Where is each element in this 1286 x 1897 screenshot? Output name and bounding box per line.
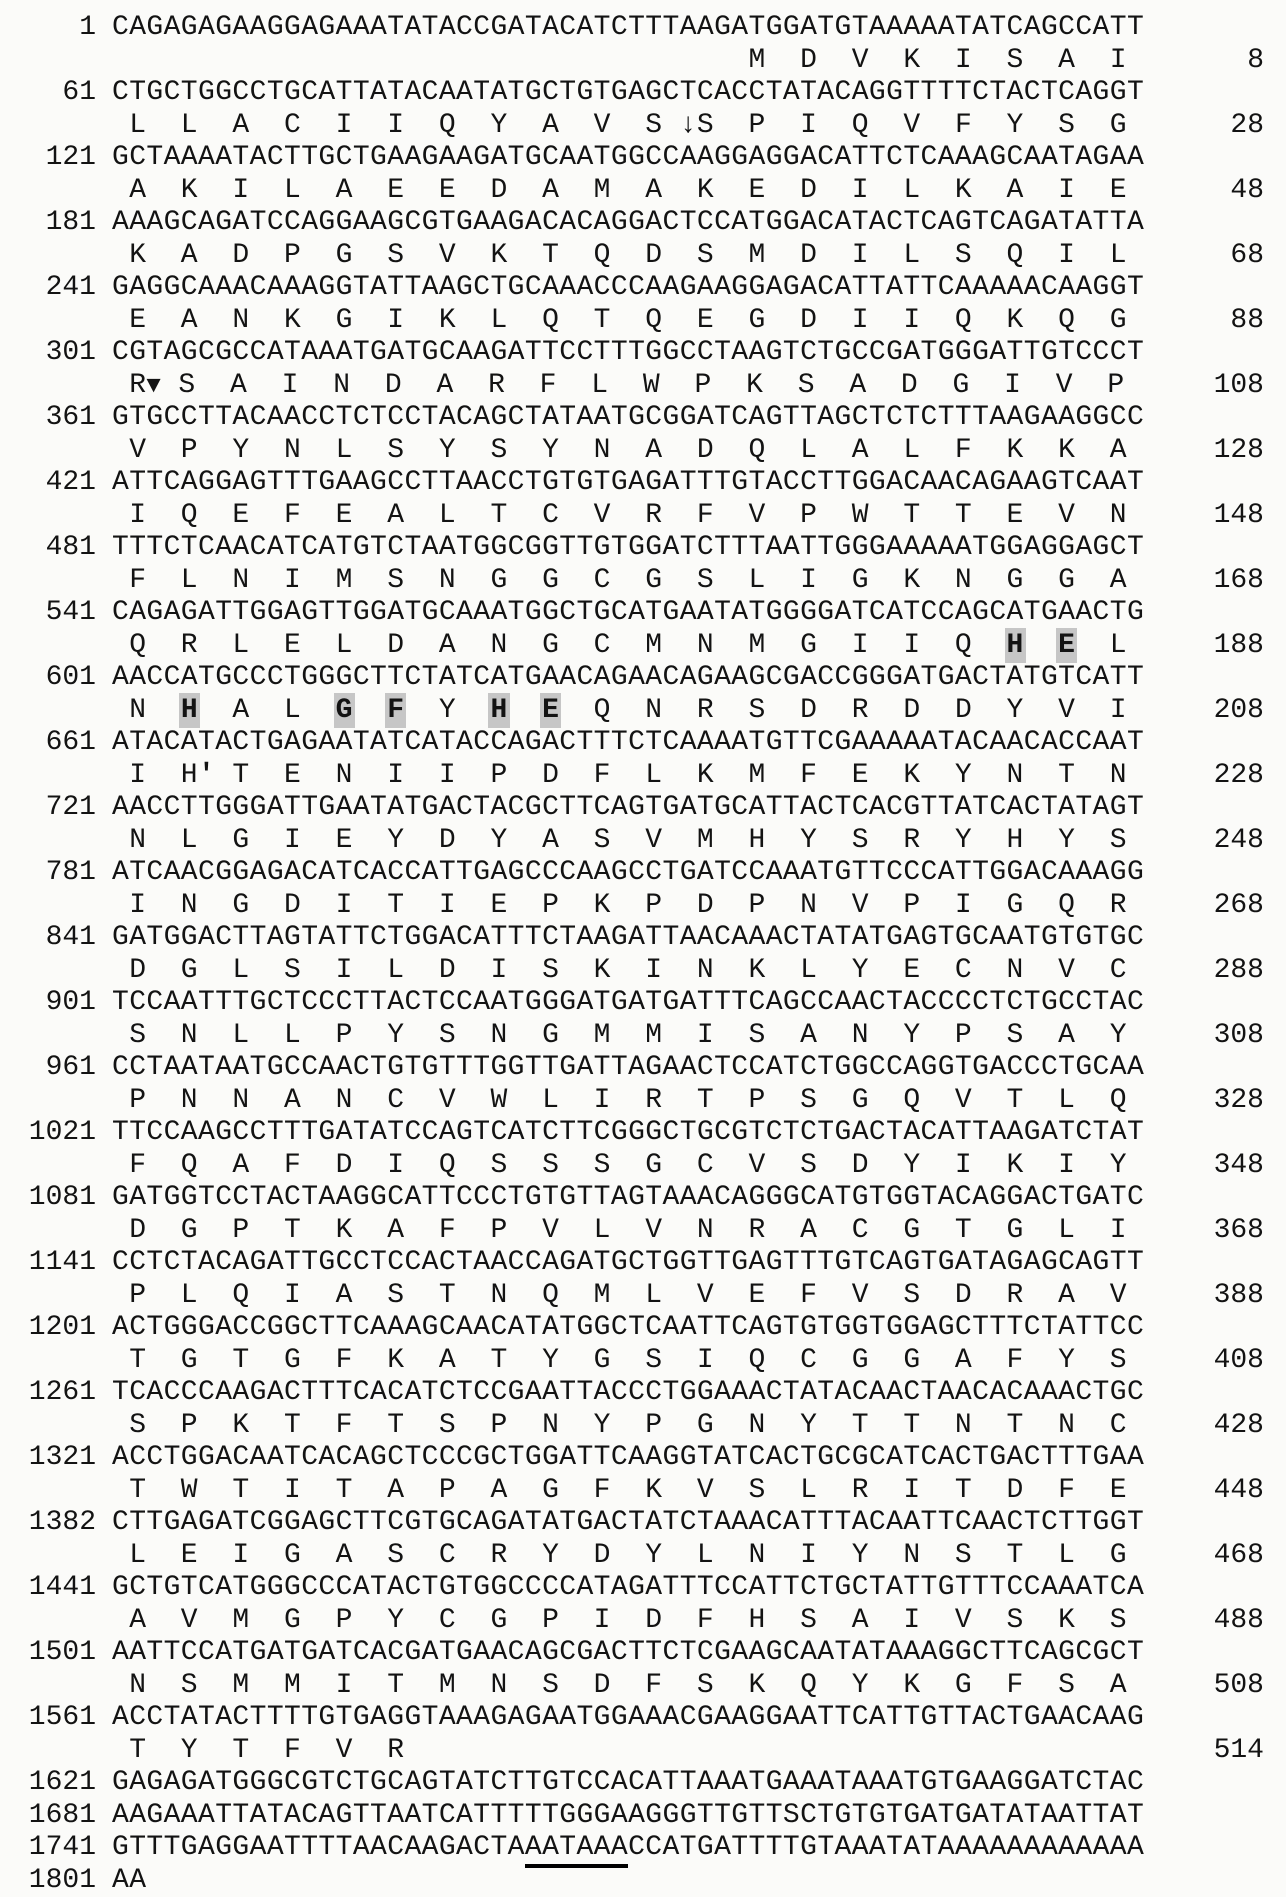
dna-row	[0, 77, 1286, 110]
highlighted-residue: H	[490, 695, 507, 726]
dna-sequence: GTTTGAGGAATTTTAACAAGACTAAATAAACCATGATTTTGTAAATATAAAAAAAAAAAA	[112, 1832, 1144, 1865]
aa-row	[0, 110, 1286, 143]
aa-sequence: T Y T F V R	[112, 1735, 1144, 1768]
dna-sequence: GTGCCTTACAACCTCTCCTACAGCTATAATGCGGATCAGTTAGCTCTCTTTAAGAAGGCC	[112, 402, 1144, 435]
aa-row	[0, 500, 1286, 533]
dna-sequence: GAGAGATGGGCGTCTGCAGTATCTTGTCCACATTAAATGAAATAAATGTGAAGGATCTAC	[112, 1767, 1144, 1800]
dna-row	[0, 1442, 1286, 1475]
nucleotide-position-number: 241	[0, 272, 112, 305]
aa-sequence: L L A C I I Q Y A V S ↓S P I Q V F Y S G	[112, 110, 1144, 143]
nucleotide-position-number: 1201	[0, 1312, 112, 1345]
dna-row	[0, 337, 1286, 370]
dna-row	[0, 1247, 1286, 1280]
dna-row	[0, 1865, 1286, 1897]
dna-row	[0, 207, 1286, 240]
amino-acid-position-number: 208	[1214, 695, 1286, 728]
amino-acid-position-number: 128	[1214, 435, 1286, 468]
aa-sequence: M D V K I S A I	[112, 45, 1144, 78]
aa-row	[0, 1735, 1286, 1768]
amino-acid-position-number: 408	[1214, 1345, 1286, 1378]
aa-row	[0, 695, 1286, 728]
nucleotide-position-number: 361	[0, 402, 112, 435]
dna-row	[0, 142, 1286, 175]
amino-acid-position-number: 388	[1214, 1280, 1286, 1313]
dna-sequence: GATGGACTTAGTATTCTGGACATTTCTAAGATTAACAAACTATATGAGTGCAATGTGTGC	[112, 922, 1144, 955]
aa-sequence: F L N I M S N G G C G S L I G K N G G A	[112, 565, 1144, 598]
amino-acid-position-number: 88	[1230, 305, 1286, 338]
dna-row	[0, 1767, 1286, 1800]
dna-sequence: TTTCTCAACATCATGTCTAATGGCGGTTGTGGATCTTTAATTGGGAAAAATGGAGGAGCT	[112, 532, 1144, 565]
highlighted-residue: H	[181, 695, 198, 726]
amino-acid-position-number: 48	[1230, 175, 1286, 208]
nucleotide-position-number: 1	[0, 12, 112, 45]
amino-acid-position-number: 468	[1214, 1540, 1286, 1573]
dna-row	[0, 1702, 1286, 1735]
aa-row	[0, 630, 1286, 663]
aa-row	[0, 825, 1286, 858]
dna-row	[0, 1637, 1286, 1670]
dna-row	[0, 272, 1286, 305]
aa-sequence: E A N K G I K L Q T Q E G D I I Q K Q G	[112, 305, 1144, 338]
nucleotide-position-number: 1561	[0, 1702, 112, 1735]
dna-row	[0, 402, 1286, 435]
nucleotide-position-number: 1321	[0, 1442, 112, 1475]
aa-row	[0, 1540, 1286, 1573]
dna-row	[0, 1832, 1286, 1865]
dna-row	[0, 727, 1286, 760]
nucleotide-position-number: 1441	[0, 1572, 112, 1605]
amino-acid-position-number: 8	[1247, 45, 1286, 78]
aa-row	[0, 1410, 1286, 1443]
aa-sequence: T G T G F K A T Y G S I Q C G G A F Y S	[112, 1345, 1144, 1378]
aa-row	[0, 1475, 1286, 1508]
dna-sequence: AAGAAATTATACAGTTAATCATTTTTGGGAAGGGTTGTTSCTGTGTGATGATATAATTAT	[112, 1800, 1144, 1833]
dna-sequence: ATACATACTGAGAATATCATACCAGACTTTCTCAAAATGTTCGAAAAATACAACACCAAT	[112, 727, 1144, 760]
nucleotide-position-number: 1261	[0, 1377, 112, 1410]
nucleotide-position-number: 961	[0, 1052, 112, 1085]
amino-acid-position-number: 308	[1214, 1020, 1286, 1053]
nucleotide-position-number: 301	[0, 337, 112, 370]
aa-row	[0, 955, 1286, 988]
highlighted-residue: H	[1007, 630, 1024, 661]
aa-row	[0, 1020, 1286, 1053]
dna-row	[0, 792, 1286, 825]
dna-row	[0, 597, 1286, 630]
tick-mark: '	[198, 760, 215, 791]
nucleotide-position-number: 781	[0, 857, 112, 890]
nucleotide-position-number: 1501	[0, 1637, 112, 1670]
amino-acid-position-number: 514	[1214, 1735, 1286, 1768]
aa-row	[0, 240, 1286, 273]
cleavage-arrow-icon: ↓	[680, 110, 697, 141]
processing-site-triangle-icon: ▼	[146, 373, 161, 400]
dna-row	[0, 467, 1286, 500]
highlighted-residue: E	[1058, 630, 1075, 661]
dna-sequence: GAGGCAAACAAAGGTATTAAGCTGCAAACCCAAGAAGGAGACATTATTCAAAAACAAGGT	[112, 272, 1144, 305]
aa-row	[0, 1605, 1286, 1638]
dna-row	[0, 1377, 1286, 1410]
aa-row	[0, 1670, 1286, 1703]
dna-sequence: TCCAATTTGCTCCCTTACTCCAATGGGATGATGATTTCAGCCAACTACCCCTCTGCCTAC	[112, 987, 1144, 1020]
aa-sequence: S P K T F T S P N Y P G N Y T T N T N C	[112, 1410, 1144, 1443]
dna-sequence: CAGAGAGAAGGAGAAATATACCGATACATCTTTAAGATGGATGTAAAAATATCAGCCATT	[112, 12, 1144, 45]
aa-sequence: F Q A F D I Q S S S G C V S D Y I K I Y	[112, 1150, 1144, 1183]
aa-sequence: N L G I E Y D Y A S V M H Y S R Y H Y S	[112, 825, 1144, 858]
dna-row	[0, 662, 1286, 695]
aa-sequence: R▼ S A I N D A R F L W P K S A D G I V P	[112, 370, 1142, 404]
aa-sequence: D G P T K A F P V L V N R A C G T G L I	[112, 1215, 1144, 1248]
amino-acid-position-number: 148	[1214, 500, 1286, 533]
amino-acid-position-number: 68	[1230, 240, 1286, 273]
nucleotide-position-number: 541	[0, 597, 112, 630]
aa-sequence: D G L S I L D I S K I N K L Y E C N V C	[112, 955, 1144, 988]
dna-row	[0, 1117, 1286, 1150]
aa-sequence: I N G D I T I E P K P D P N V P I G Q R	[112, 890, 1144, 923]
amino-acid-position-number: 328	[1214, 1085, 1286, 1118]
nucleotide-position-number: 481	[0, 532, 112, 565]
aa-row	[0, 1280, 1286, 1313]
amino-acid-position-number: 288	[1214, 955, 1286, 988]
aa-sequence: P L Q I A S T N Q M L V E F V S D R A V	[112, 1280, 1144, 1313]
aa-row	[0, 370, 1286, 403]
aa-sequence: S N L L P Y S N G M M I S A N Y P S A Y	[112, 1020, 1144, 1053]
nucleotide-position-number: 1741	[0, 1832, 112, 1865]
aa-sequence: A K I L A E E D A M A K E D I L K A I E	[112, 175, 1144, 208]
aa-sequence: T W T I T A P A G F K V S L R I T D F E	[112, 1475, 1144, 1508]
aa-row	[0, 565, 1286, 598]
dna-row	[0, 12, 1286, 45]
dna-sequence: CTTGAGATCGGAGCTTCGTGCAGATATGACTATCTAAACATTTACAATTCAACTCTTGGT	[112, 1507, 1144, 1540]
amino-acid-position-number: 268	[1214, 890, 1286, 923]
amino-acid-position-number: 108	[1214, 370, 1286, 403]
dna-row	[0, 1182, 1286, 1215]
dna-sequence: TCACCCAAGACTTTCACATCTCCGAATTACCCTGGAAACTATACAACTAACACAAACTGC	[112, 1377, 1144, 1410]
dna-sequence: GCTGTCATGGGCCCATACTGTGGCCCCATAGATTTCCATTCTGCTATTGTTTCCAAATCA	[112, 1572, 1144, 1605]
aa-row	[0, 1150, 1286, 1183]
amino-acid-position-number: 168	[1214, 565, 1286, 598]
dna-sequence: GCTAAAATACTTGCTGAAGAAGATGCAATGGCCAAGGAGGACATTCTCAAAGCAATAGAA	[112, 142, 1144, 175]
dna-sequence: ACCTGGACAATCACAGCTCCCGCTGGATTCAAGGTATCACTGCGCATCACTGACTTTGAA	[112, 1442, 1144, 1475]
nucleotide-position-number: 61	[0, 77, 112, 110]
dna-sequence: AACCATGCCCTGGGCTTCTATCATGAACAGAACAGAAGCGACCGGGATGACTATGTCATT	[112, 662, 1144, 695]
amino-acid-position-number: 488	[1214, 1605, 1286, 1638]
amino-acid-position-number: 368	[1214, 1215, 1286, 1248]
amino-acid-position-number: 228	[1214, 760, 1286, 793]
aa-sequence: K A D P G S V K T Q D S M D I L S Q I L	[112, 240, 1144, 273]
nucleotide-position-number: 1382	[0, 1507, 112, 1540]
nucleotide-position-number: 601	[0, 662, 112, 695]
nucleotide-position-number: 1081	[0, 1182, 112, 1215]
dna-row	[0, 857, 1286, 890]
aa-sequence: L E I G A S C R Y D Y L N I Y N S T L G	[112, 1540, 1144, 1573]
amino-acid-position-number: 248	[1214, 825, 1286, 858]
nucleotide-position-number: 1621	[0, 1767, 112, 1800]
amino-acid-position-number: 188	[1214, 630, 1286, 663]
nucleotide-position-number: 1021	[0, 1117, 112, 1150]
nucleotide-position-number: 1801	[0, 1865, 112, 1897]
aa-row	[0, 435, 1286, 468]
aa-sequence: I Q E F E A L T C V R F V P W T T E V N	[112, 500, 1144, 533]
dna-row	[0, 1572, 1286, 1605]
dna-row	[0, 1800, 1286, 1833]
dna-sequence: ACTGGGACCGGCTTCAAAGCAACATATGGCTCAATTCAGTGTGGTGGAGCTTTCTATTCC	[112, 1312, 1144, 1345]
amino-acid-position-number: 428	[1214, 1410, 1286, 1443]
nucleotide-position-number: 181	[0, 207, 112, 240]
aa-sequence: Q R L E L D A N G C M N M G I I Q H E L	[112, 630, 1144, 663]
highlighted-residue: G	[336, 695, 353, 726]
aa-row	[0, 305, 1286, 338]
aa-sequence: P N N A N C V W L I R T P S G Q V T L Q	[112, 1085, 1144, 1118]
dna-sequence: AAAGCAGATCCAGGAAGCGTGAAGACACAGGACTCCATGGACATACTCAGTCAGATATTA	[112, 207, 1144, 240]
dna-sequence: CCTCTACAGATTGCCTCCACTAACCAGATGCTGGTTGAGTTTGTCAGTGATAGAGCAGTT	[112, 1247, 1144, 1280]
aa-row	[0, 1085, 1286, 1118]
dna-row	[0, 987, 1286, 1020]
dna-sequence: CCTAATAATGCCAACTGTGTTTGGTTGATTAGAACTCCATCTGGCCAGGTGACCCTGCAA	[112, 1052, 1144, 1085]
dna-sequence: GATGGTCCTACTAAGGCATTCCCTGTGTTAGTAAACAGGGCATGTGGTACAGGACTGATC	[112, 1182, 1144, 1215]
nucleotide-position-number: 841	[0, 922, 112, 955]
amino-acid-position-number: 28	[1230, 110, 1286, 143]
dna-sequence: AATTCCATGATGATCACGATGAACAGCGACTTCTCGAAGCAATATAAAGGCTTCAGCGCT	[112, 1637, 1144, 1670]
dna-sequence: CGTAGCGCCATAAATGATGCAAGATTCCTTTGGCCTAAGTCTGCCGATGGGATTGTCCCT	[112, 337, 1144, 370]
highlighted-residue: E	[542, 695, 559, 726]
dna-row	[0, 1507, 1286, 1540]
aa-sequence: I H' T E N I I P D F L K M F E K Y N T N	[112, 760, 1144, 793]
dna-sequence: TTCCAAGCCTTTGATATCCAGTCATCTTCGGGCTGCGTCTCTGACTACATTAAGATCTAT	[112, 1117, 1144, 1150]
aa-row	[0, 45, 1286, 78]
aa-row	[0, 175, 1286, 208]
amino-acid-position-number: 448	[1214, 1475, 1286, 1508]
nucleotide-position-number: 421	[0, 467, 112, 500]
nucleotide-position-number: 721	[0, 792, 112, 825]
aa-row	[0, 1215, 1286, 1248]
aa-row	[0, 890, 1286, 923]
nucleotide-position-number: 1141	[0, 1247, 112, 1280]
dna-row	[0, 1052, 1286, 1085]
dna-sequence: ATCAACGGAGACATCACCATTGAGCCCAAGCCTGATCCAAATGTTCCCATTGGACAAAGG	[112, 857, 1144, 890]
aa-row	[0, 1345, 1286, 1378]
dna-row	[0, 1312, 1286, 1345]
dna-sequence: ACCTATACTTTTGTGAGGTAAAGAGAATGGAAACGAAGGAATTCATTGTTACTGAACAAG	[112, 1702, 1144, 1735]
sequence-block	[0, 12, 1286, 1897]
dna-sequence: CAGAGATTGGAGTTGGATGCAAATGGCTGCATGAATATGGGGATCATCCAGCATGAACTG	[112, 597, 1144, 630]
aa-sequence: N H A L G F Y H E Q N R S D R D D Y V I	[112, 695, 1144, 728]
aa-row	[0, 760, 1286, 793]
nucleotide-position-number: 121	[0, 142, 112, 175]
nucleotide-position-number: 901	[0, 987, 112, 1020]
amino-acid-position-number: 508	[1214, 1670, 1286, 1703]
highlighted-residue: F	[387, 695, 404, 726]
polya-signal-underline: AATAAA	[525, 1832, 628, 1868]
dna-row	[0, 532, 1286, 565]
nucleotide-position-number: 1681	[0, 1800, 112, 1833]
aa-sequence: N S M M I T M N S D F S K Q Y K G F S A	[112, 1670, 1144, 1703]
dna-sequence: AACCTTGGGATTGAATATGACTACGCTTCAGTGATGCATTACTCACGTTATCACTATAGT	[112, 792, 1144, 825]
dna-sequence: ATTCAGGAGTTTGAAGCCTTAACCTGTGTGAGATTTGTACCTTGGACAACAGAAGTCAAT	[112, 467, 1144, 500]
amino-acid-position-number: 348	[1214, 1150, 1286, 1183]
dna-sequence: CTGCTGGCCTGCATTATACAATATGCTGTGAGCTCACCTATACAGGTTTTCTACTCAGGT	[112, 77, 1144, 110]
nucleotide-position-number: 661	[0, 727, 112, 760]
aa-sequence: A V M G P Y C G P I D F H S A I V S K S	[112, 1605, 1144, 1638]
aa-sequence: V P Y N L S Y S Y N A D Q L A L F K K A	[112, 435, 1144, 468]
dna-row	[0, 922, 1286, 955]
dna-sequence: AA	[112, 1865, 146, 1897]
